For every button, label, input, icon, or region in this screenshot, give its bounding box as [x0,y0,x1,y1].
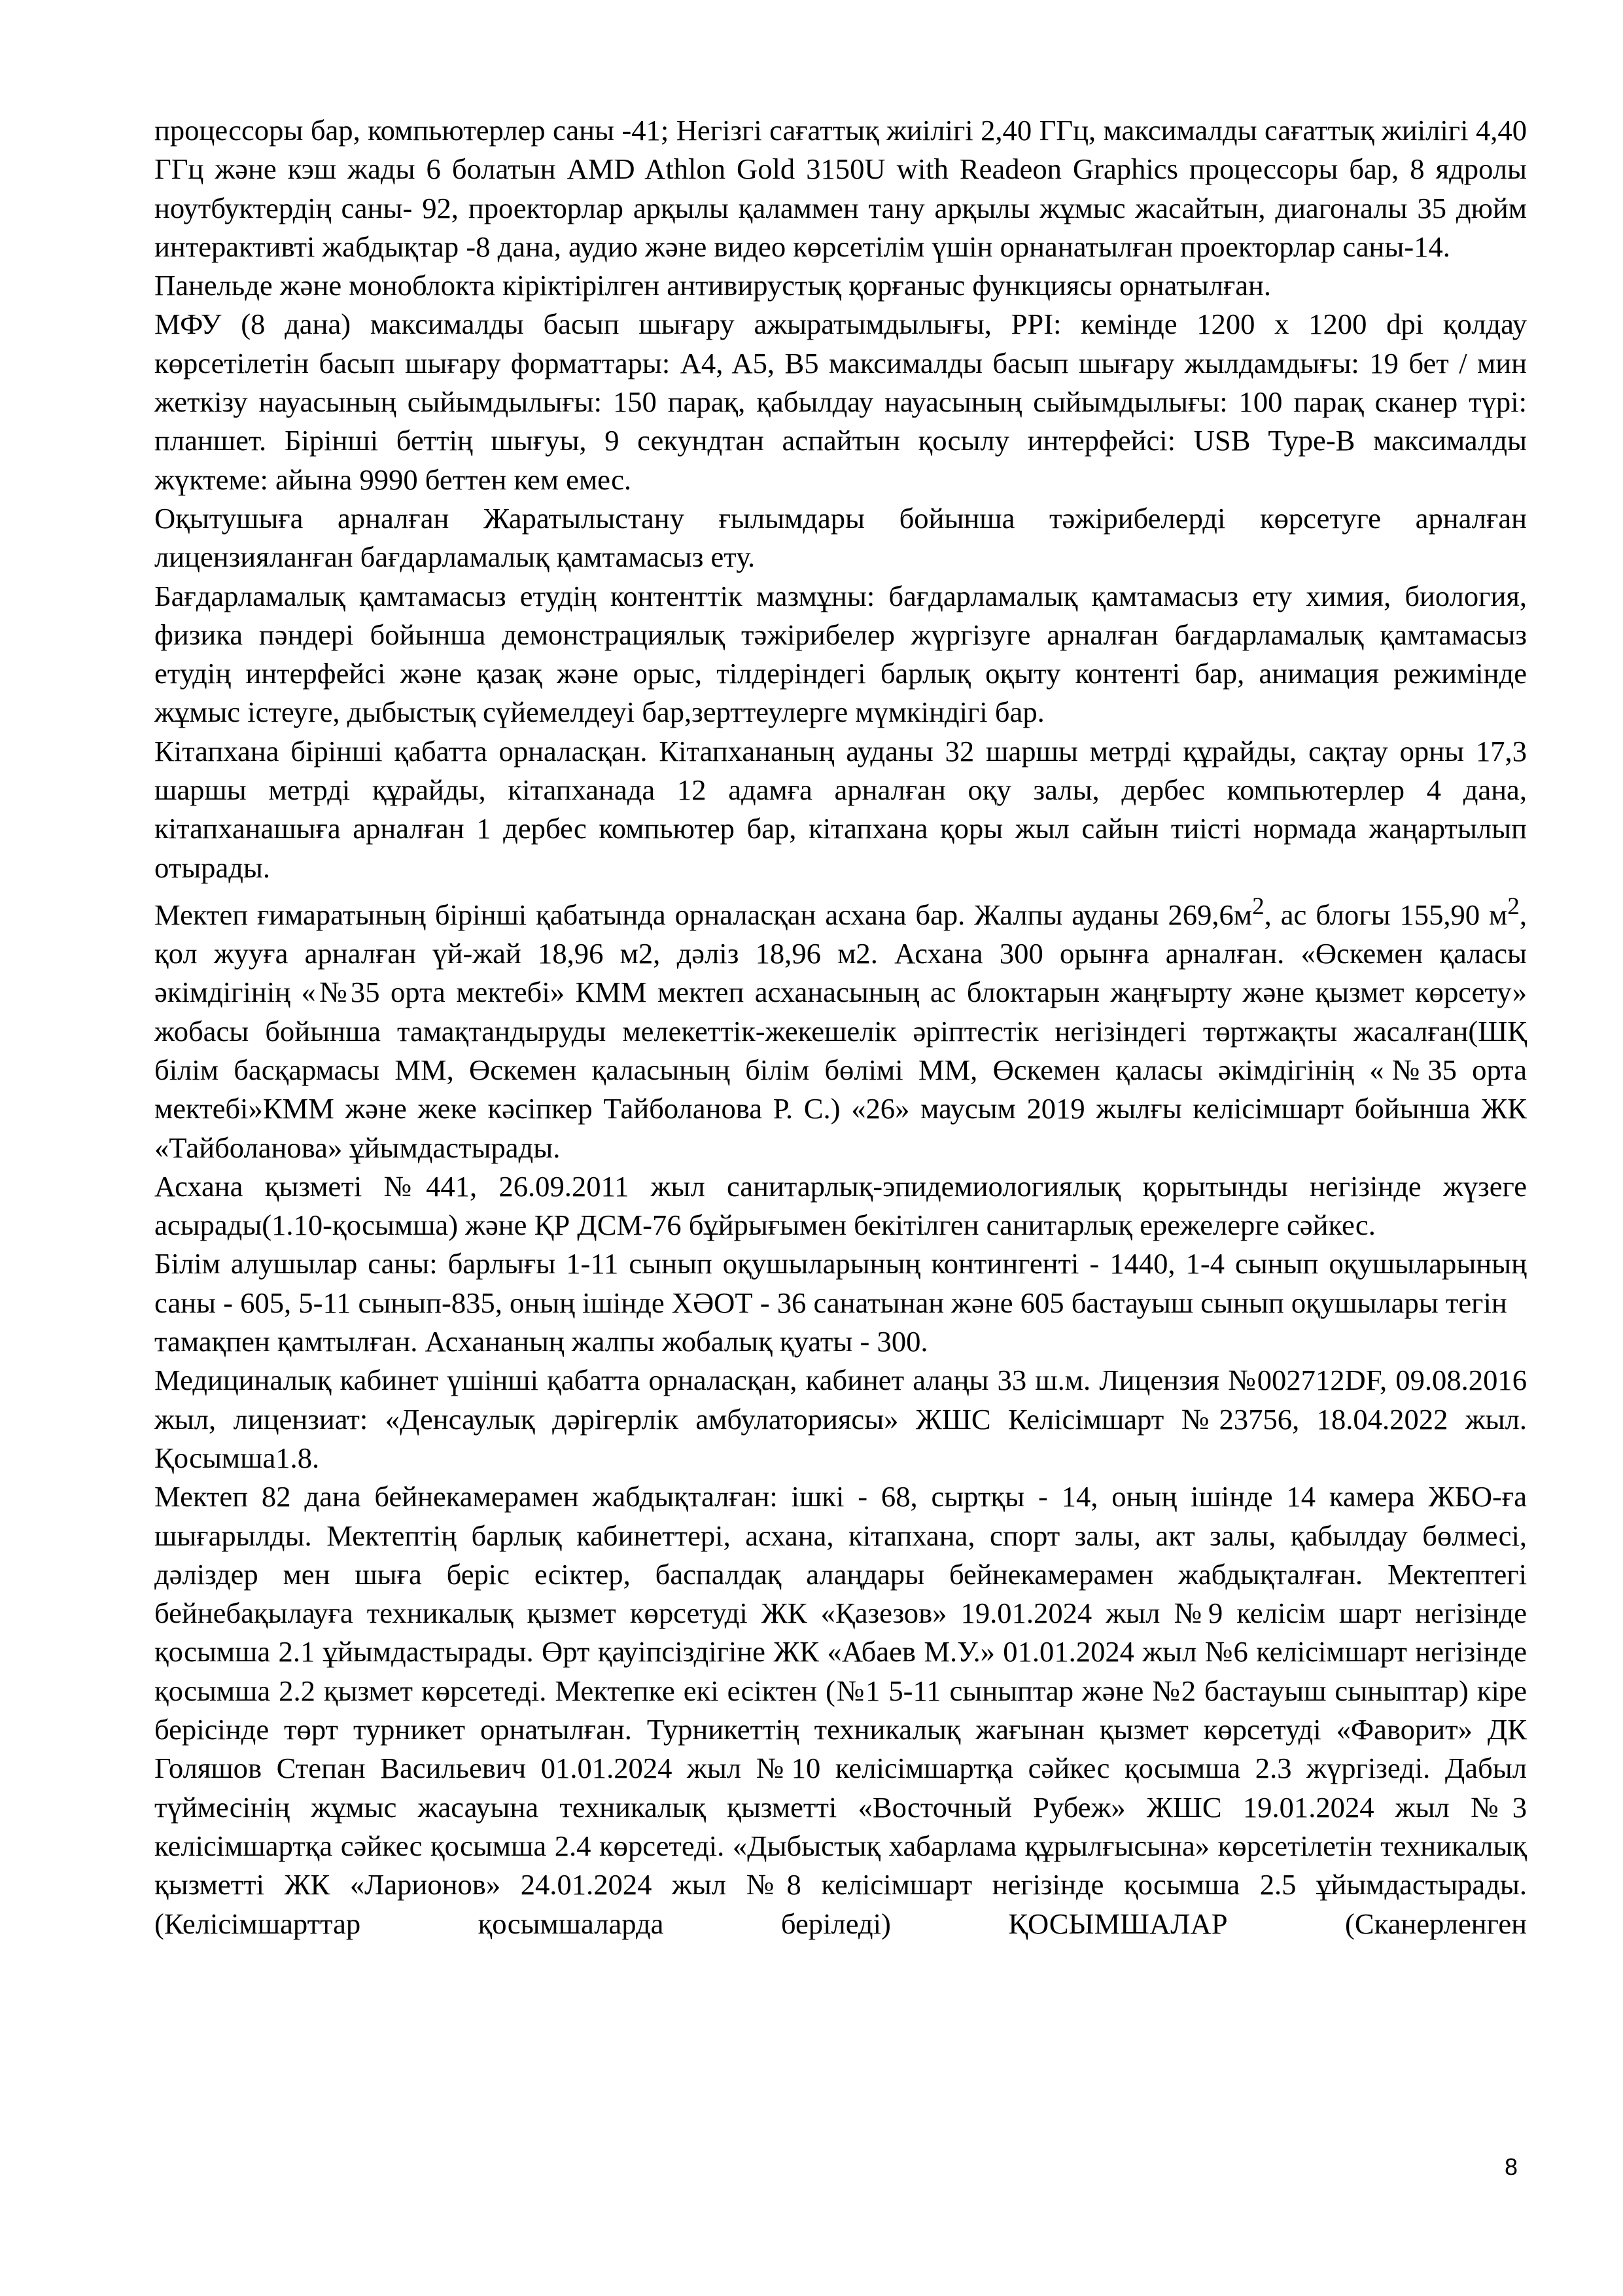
paragraph-antivirus: Панельде және моноблокта кіріктірілген антивирустық қорғаныс функциясы орнатылған. [154,269,1272,302]
canteen-text-c: , қол жууға арналған үй-жай 18,96 м2, дәліз 18,96 м2. Асхана 300 орынға арналған. «Өскемен қаласы әкімдігінің «№35 орта мектебі» КММ мектеп асханасының ас блоктарын жаңғырту және қызмет көрсету» жобасы бойынша тамақтандыруды мелекеттік-жекешелік әріптестік негізіндегі төртжақты жасалған(ШҚ білім басқармасы ММ, Өскемен қаласының білім бөлімі ММ, Өскемен қаласы әкімдігінің «№35 орта мектебі»КММ және жеке кәсіпкер Тайболанова Р. С.) «26» маусым 2019 жылғы келісімшарт бойынша ЖК «Тайболанова» ұйымдастырады. [154,898,1527,1164]
paragraph-canteen-service: Асхана қызметі №441, 26.09.2011 жыл санитарлық-эпидемиологиялық қорытынды негізінде жүзеге асырады(1.10-қосымша) және ҚР ДСМ-76 бұйрығымен бекітілген санитарлық ережелерге сәйкес. [154,1169,1527,1242]
paragraph-security: Мектеп 82 дана бейнекамерамен жабдықталған: ішкі - 68, сыртқы - 14, оның ішінде 14 камера ЖБО-ға шығарылды. Мектептің барлық кабинеттері, асхана, кітапхана, спорт залы, акт залы, қабылдау бөлмесі, дәліздер мен шыға беріс есіктер, баспалдақ алаңдары бейнекамерамен жабдықталған. Мектептегі бейнебақылауға техникалық қызмет көрсетуді ЖК «Қазезов» 19.01.2024 жыл №9 келісім шарт негізінде қосымша 2.1 ұйымдастырады. Өрт қауіпсіздігіне ЖК «Абаев М.У.» 01.01.2024 жыл №6 келісімшарт негізінде қосымша 2.2 қызмет көрсетеді. Мектепке екі есіктен (№1 5-11 сыныптар және №2 бастауыш сыныптар) кіре берісінде төрт турникет орнатылған. Турникеттің техникалық жағынан қызмет көрсетуді «Фаворит» ДК Голяшов Степан Васильевич 01.01.2024 жыл №10 келісімшартқа сәйкес қосымша 2.3 жүргізеді. Дабыл түймесінің жұмыс жасауына техникалық қызметті «Восточный Рубеж» ЖШС 19.01.2024 жыл №3 келісімшартқа сәйкес қосымша 2.4 көрсетеді. «Дыбыстық хабарлама құрылғысына» көрсетілетін техникалық қызметті ЖК «Ларионов» 24.01.2024 жыл №8 келісімшарт негізінде қосымша 2.5 ұйымдастырады.(Келісімшарттар қосымшаларда беріледі) ҚОСЫМШАЛАР (Сканерленген [154,1480,1527,1940]
canteen-text-a: Мектеп ғимаратының бірінші қабатында орналасқан асхана бар. Жалпы ауданы 269,6м [154,898,1253,931]
canteen-sup-1: 2 [1252,892,1265,920]
paragraph-software-content: Бағдарламалық қамтамасыз етудің контенттік мазмұны: бағдарламалық қамтамасыз ету химия, биология, физика пәндері бойынша демонстрациялық тәжірибелер жүргізуге арналған бағдарламалық қамтамасыз етудің интерфейсі және қазақ және орыс, тілдеріндегі барлық оқыту контенті бар, анимация режимінде жұмыс істеуге, дыбыстық сүйемелдеуі бар,зерттеулерге мүмкіндігі бар. [154,579,1527,729]
document-body [154,111,1527,1943]
paragraph-library: Кітапхана бірінші қабатта орналасқан. Кітапхананың ауданы 32 шаршы метрді құрайды, сақтау орны 17,3 шаршы метрді құрайды, кітапханада 12 адамға арналған оқу залы, дербес компьютерлер 4 дана, кітапханашыға арналған 1 дербес компьютер бар, кітапхана қоры жыл сайын тиісті нормада жаңартылып отырады. [154,734,1527,884]
paragraph-meals: тамақпен қамтылған. Асхананың жалпы жобалық қуаты - 300. [154,1325,928,1358]
page-number: 8 [1505,2153,1518,2180]
paragraph-mfu: МФУ (8 дана) максималды басып шығару ажыратымдылығы, PPI: кемінде 1200 х 1200 dpi қолдау көрсетілетін басып шығару форматтары: A4, A5, B5 максималды басып шығару жылдамдығы: 19 бет / мин жеткізу науасының сыйымдылығы: 150 парақ, қабылдау науасының сыйымдылығы: 100 парақ сканер түрі: планшет. Бірінші беттің шығуы, 9 секундтан аспайтын қосылу интерфейсі: USB Type-B максималды жүктеме: айына 9990 беттен кем емес. [154,308,1527,496]
paragraph-processors: процессоры бар, компьютерлер саны -41; Негізгі сағаттық жиілігі 2,40 ГГц, максималды сағаттық жиілігі 4,40 ГГц және кэш жады 6 болатын AMD Athlon Gold 3150U with Readeon Graphics процессоры бар, 8 ядролы ноутбуктердің саны- 92, проекторлар арқылы қаламмен тану арқылы жұмыс жасайтын, диагоналы 35 дюйм интерактивті жабдықтар -8 дана, аудио және видео көрсетілім үшін орнанатылған проекторлар саны-14. [154,114,1527,263]
paragraph-canteen [154,887,1527,1167]
paragraph-teacher-software: Оқытушыға арналған Жаратылыстану ғылымдары бойынша тәжірибелерді көрсетуге арналған лицензияланған бағдарламалық қамтамасыз ету. [154,501,1527,574]
canteen-sup-2: 2 [1507,892,1520,920]
canteen-text-b: , ас блогы 155,90 м [1264,898,1508,931]
paragraph-students-count: Білім алушылар саны: барлығы 1-11 сынып оқушыларының контингенті - 1440, 1-4 сынып оқушыларының саны - 605, 5-11 сынып-835, оның ішінде ХӘОТ - 36 санатынан және 605 бастауыш сынып оқушылары тегін [154,1247,1527,1319]
paragraph-medical-office: Медициналық кабинет үшінші қабатта орналасқан, кабинет алаңы 33 ш.м. Лицензия №002712DF, 09.08.2016 жыл, лицензиат: «Денсаулық дәрігерлік амбулаториясы» ЖШС Келісімшарт №23756, 18.04.2022 жыл. Қосымша1.8. [154,1364,1527,1474]
